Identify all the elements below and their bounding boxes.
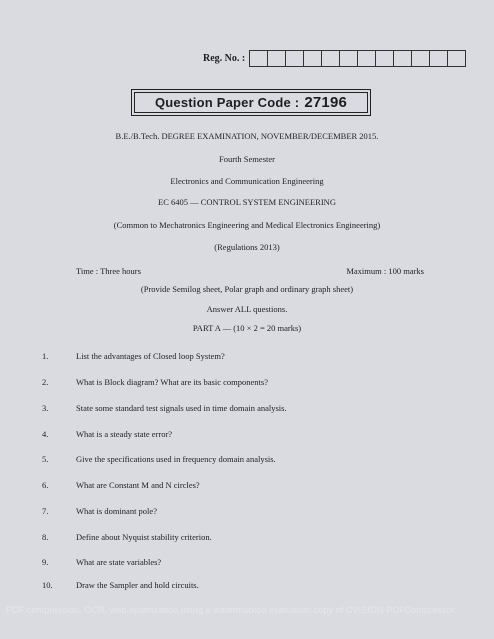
reg-no-box: [412, 51, 430, 66]
time-marks-row: [76, 266, 424, 276]
question-number: 7.: [42, 506, 49, 516]
question-item: [42, 403, 287, 413]
answer-all: Answer ALL questions.: [206, 304, 288, 314]
code-number: 27196: [304, 94, 348, 111]
question-item: [42, 351, 225, 361]
question-item: [42, 454, 276, 464]
question-paper-code: [134, 92, 368, 113]
reg-no-box: [286, 51, 304, 66]
reg-no-box: [394, 51, 412, 66]
reg-no-box: [448, 51, 465, 66]
reg-no-box: [268, 51, 286, 66]
question-item: [42, 532, 212, 542]
reg-no-box: [430, 51, 448, 66]
reg-no-box: [376, 51, 394, 66]
reg-no-box: [322, 51, 340, 66]
subject: EC 6405 — CONTROL SYSTEM ENGINEERING: [158, 197, 336, 207]
question-item: [42, 480, 200, 490]
branch: Electronics and Communication Engineering: [170, 176, 324, 186]
question-item: [42, 580, 199, 590]
question-text: Draw the Sampler and hold circuits.: [76, 580, 199, 590]
exam-title: B.E./B.Tech. DEGREE EXAMINATION, NOVEMBER/DECEMBER 2015.: [115, 131, 379, 141]
question-number: 9.: [42, 557, 49, 567]
reg-no-label: Reg. No. :: [203, 53, 246, 64]
question-text: State some standard test signals used in time domain analysis.: [76, 403, 287, 413]
common-note: (Common to Mechatronics Engineering and Medical Electronics Engineering): [113, 220, 381, 230]
question-text: List the advantages of Closed loop System?: [76, 351, 225, 361]
time-allowed: Time : Three hours: [76, 266, 141, 276]
part-a-heading: PART A — (10 × 2 = 20 marks): [192, 323, 302, 333]
reg-no-box: [250, 51, 268, 66]
question-text: What is dominant pole?: [76, 506, 157, 516]
regulations: (Regulations 2013): [214, 242, 280, 252]
question-text: Define about Nyquist stability criterion.: [76, 532, 212, 542]
question-item: [42, 506, 157, 516]
question-number: 1.: [42, 351, 49, 361]
code-label: Question Paper Code :: [154, 95, 300, 110]
question-number: 6.: [42, 480, 49, 490]
question-item: [42, 377, 268, 387]
reg-no-boxes: [249, 50, 466, 67]
question-number: 2.: [42, 377, 49, 387]
watermark: PDF compression, OCR, web optimization using a watermarked evaluation copy of CVISION PDFCompressor: [6, 605, 455, 615]
maximum-marks: Maximum : 100 marks: [346, 266, 424, 276]
provide-note: (Provide Semilog sheet, Polar graph and ordinary graph sheet): [140, 284, 354, 294]
question-item: [42, 429, 172, 439]
reg-no-box: [304, 51, 322, 66]
question-number: 8.: [42, 532, 49, 542]
question-text: What is a steady state error?: [76, 429, 173, 439]
question-number: 10.: [42, 580, 53, 590]
question-paper-code-box: [131, 89, 371, 116]
question-text: What is Block diagram? What are its basic components?: [76, 377, 268, 387]
question-text: What are state variables?: [76, 557, 162, 567]
question-item: [42, 557, 161, 567]
question-text: Give the specifications used in frequency domain analysis.: [76, 454, 276, 464]
reg-no-box: [340, 51, 358, 66]
reg-no: [203, 50, 466, 67]
question-text: What are Constant M and N circles?: [76, 480, 200, 490]
question-number: 5.: [42, 454, 49, 464]
question-number: 3.: [42, 403, 49, 413]
reg-no-box: [358, 51, 376, 66]
semester: Fourth Semester: [219, 154, 275, 164]
question-number: 4.: [42, 429, 49, 439]
